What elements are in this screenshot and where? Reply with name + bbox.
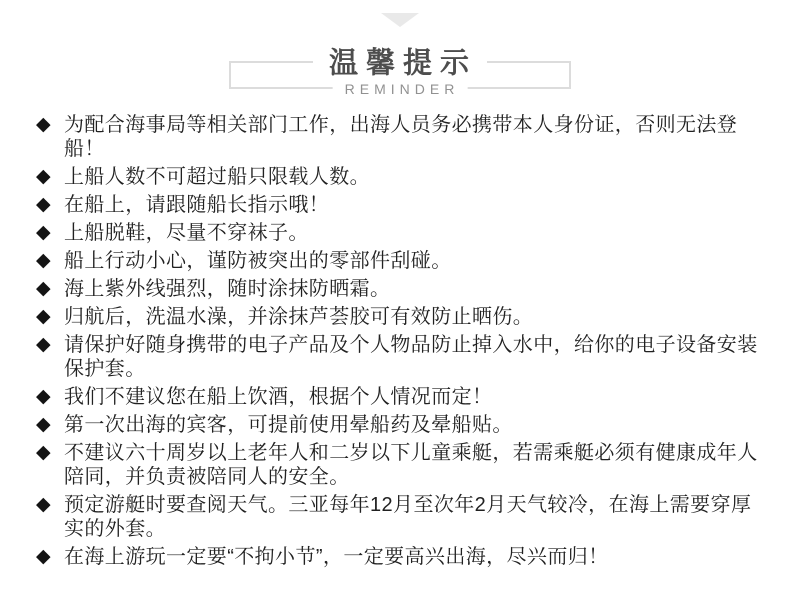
list-item: [36, 221, 800, 245]
list-item: [36, 545, 800, 569]
diamond-bullet-icon: ◆: [36, 442, 51, 463]
diamond-bullet-icon: ◆: [36, 494, 51, 515]
list-item-text: 归航后，洗温水澡，并涂抹芦荟胶可有效防止晒伤。: [64, 306, 534, 328]
list-item: [36, 305, 800, 329]
list-item-text: 在船上，请跟随船长指示哦！: [64, 194, 330, 216]
list-item: [36, 413, 800, 437]
down-triangle-icon: [381, 13, 419, 27]
diamond-bullet-icon: ◆: [36, 546, 51, 567]
diamond-bullet-icon: ◆: [36, 166, 51, 187]
diamond-bullet-icon: ◆: [36, 114, 51, 135]
list-item-text: 为配合海事局等相关部门工作，出海人员务必携带本人身份证，否则无法登船！: [64, 114, 738, 160]
page-subtitle: REMINDER: [333, 81, 468, 97]
diamond-bullet-icon: ◆: [36, 306, 51, 327]
list-item-text: 我们不建议您在船上饮酒，根据个人情况而定！: [64, 386, 493, 408]
list-item: [36, 441, 800, 489]
list-item-text: 请保护好随身携带的电子产品及个人物品防止掉入水中，给你的电子设备安装保护套。: [64, 334, 758, 380]
list-item-text: 第一次出海的宾客，可提前使用晕船药及晕船贴。: [64, 414, 513, 436]
list-item: [36, 165, 800, 189]
diamond-bullet-icon: ◆: [36, 386, 51, 407]
list-item: [36, 249, 800, 273]
diamond-bullet-icon: ◆: [36, 334, 51, 355]
list-item: [36, 493, 800, 541]
list-item: [36, 333, 800, 381]
list-item-text: 船上行动小心，谨防被突出的零部件刮碰。: [64, 250, 452, 272]
list-item-text: 上船人数不可超过船只限载人数。: [64, 166, 370, 188]
list-item: [36, 385, 800, 409]
reminder-header-box: [229, 47, 571, 97]
list-item: [36, 193, 800, 217]
list-item-text: 海上紫外线强烈，随时涂抹防晒霜。: [64, 278, 391, 300]
list-item-text: 上船脱鞋，尽量不穿袜子。: [64, 222, 309, 244]
list-item: [36, 113, 800, 161]
diamond-bullet-icon: ◆: [36, 250, 51, 271]
reminder-list: [36, 113, 800, 569]
page-title: 温馨提示: [313, 41, 487, 82]
list-item: [36, 277, 800, 301]
list-item-text: 预定游艇时要查阅天气。三亚每年12月至次年2月天气较冷，在海上需要穿厚实的外套。: [64, 494, 752, 540]
diamond-bullet-icon: ◆: [36, 278, 51, 299]
list-item-text: 在海上游玩一定要“不拘小节”，一定要高兴出海，尽兴而归！: [64, 546, 609, 568]
diamond-bullet-icon: ◆: [36, 194, 51, 215]
diamond-bullet-icon: ◆: [36, 222, 51, 243]
list-item-text: 不建议六十周岁以上老年人和二岁以下儿童乘艇，若需乘艇必须有健康成年人陪同，并负责被陪同人的安全。: [64, 442, 758, 488]
diamond-bullet-icon: ◆: [36, 414, 51, 435]
